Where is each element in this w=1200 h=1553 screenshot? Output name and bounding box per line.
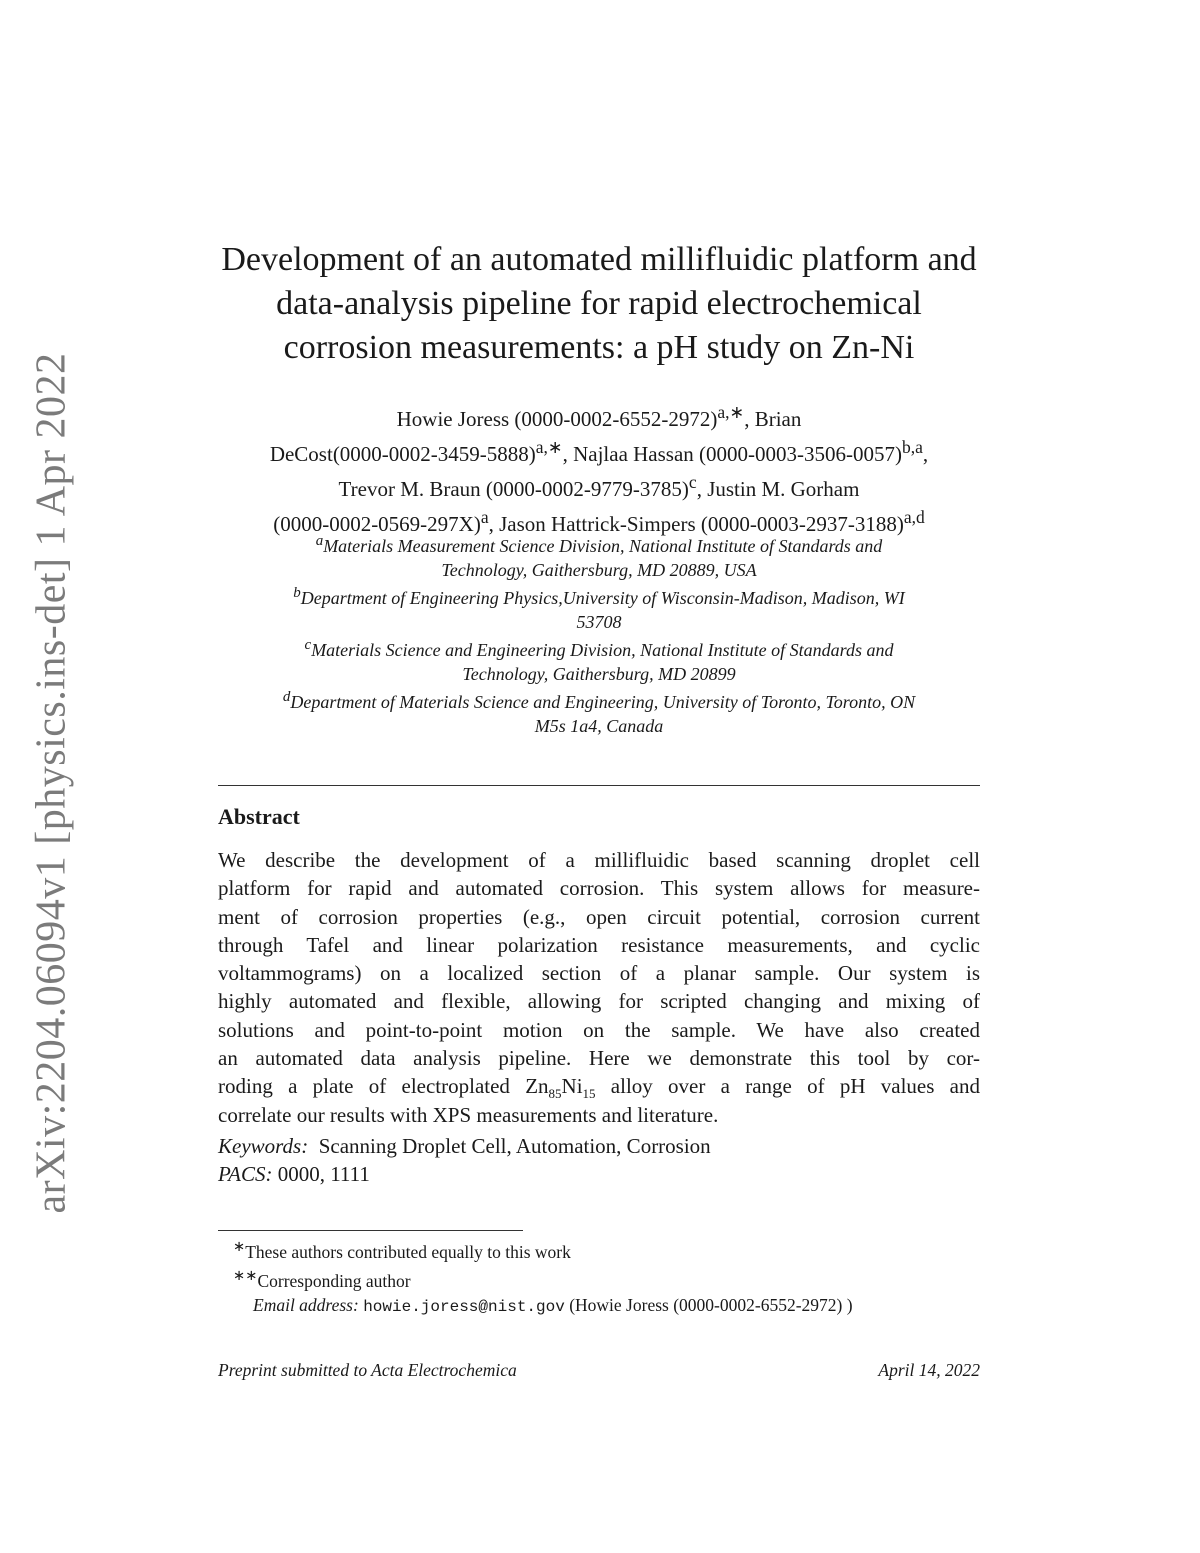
affiliation-list — [200, 530, 998, 738]
abstract-line: platform for rapid and automated corrosion. This system allows for measure- — [218, 876, 980, 901]
footnote-corresponding-author: ∗∗Corresponding author — [233, 1267, 411, 1291]
footnote-divider — [218, 1230, 523, 1231]
author-line: Trevor M. Braun $(0000-0002-9779-3785)^c$, Justin M. Gorham — [338, 472, 860, 501]
abstract-divider — [218, 785, 980, 786]
keywords-label: Keywords: — [218, 1134, 309, 1158]
pacs-value: 0000, 1111 — [277, 1162, 370, 1186]
pacs — [218, 1162, 370, 1187]
preprint-note: Preprint submitted to Acta Electrochemica — [218, 1360, 517, 1380]
keywords-value: Scanning Droplet Cell, Automation, Corrosion — [318, 1134, 711, 1158]
affiliation-line: Technology, Gaithersburg, MD 20899 — [462, 663, 736, 684]
affiliation-line: 53708 — [576, 611, 622, 632]
affiliation-line: $^b$Department of Engineering Physics,University of Wisconsin-Madison, Madison, WI — [293, 585, 905, 608]
author-list — [200, 398, 998, 538]
abstract-line: highly automated and flexible, allowing for scripted changing and mixing of — [218, 989, 980, 1014]
email-link[interactable]: howie.joress@nist.gov — [363, 1297, 565, 1316]
author-line: Howie Joress $(0000-0002-6552-2972)^{a,∗}$, Brian — [396, 402, 802, 431]
abstract-line: correlate our results with XPS measurements and literature. — [218, 1102, 719, 1127]
abstract-line: ment of corrosion properties (e.g., open circuit potential, corrosion current — [218, 904, 980, 929]
abstract-line: solutions and point-to-point motion on the sample. We have also created — [218, 1017, 980, 1042]
affiliation-line: $^d$Department of Materials Science and Engineering, University of Toronto, Toronto, ON — [282, 689, 916, 712]
abstract-line: We describe the development of a millifluidic based scanning droplet cell — [218, 848, 980, 872]
paper-title — [200, 238, 998, 370]
abstract-line: through Tafel and linear polarization resistance measurements, and cyclic — [218, 932, 980, 957]
preprint-date: April 14, 2022 — [878, 1360, 980, 1380]
arxiv-identifier-text: arXiv:2204.06094v1 [physics.ins-det] 1 Apr 2022 — [29, 351, 75, 1214]
arxiv-identifier-stamp — [22, 351, 82, 1214]
abstract-line: roding a plate of electroplated $Zn_{85}Ni_{15}$ alloy over a range of pH values and — [218, 1074, 981, 1102]
author-line: $DeCost(0000-0002-3459-5888)^{a,∗}$, Najlaa Hassan $(0000-0003-3506-0057)^{b,a}$, — [269, 437, 929, 466]
footnotes — [233, 1235, 853, 1319]
footnote-equal-contribution: ∗These authors contributed equally to this work — [233, 1239, 571, 1262]
abstract-heading: Abstract — [218, 804, 300, 829]
footnote-email: Email address: howie.joress@nist.gov (Howie Joress (0000-0002-6552-2972) ) — [253, 1294, 853, 1316]
title-line: data-analysis pipeline for rapid electrochemical — [276, 285, 922, 322]
affiliation-line: $^c$Materials Science and Engineering Division, National Institute of Standards and — [304, 637, 894, 660]
title-line: Development of an automated millifluidic platform and — [221, 241, 977, 278]
affiliation-line: M5s 1a4, Canada — [534, 715, 664, 736]
keywords — [218, 1134, 711, 1159]
abstract-line: voltammograms) on a localized section of a planar sample. Our system is — [218, 961, 980, 986]
affiliation-line: Technology, Gaithersburg, MD 20889, USA — [441, 559, 757, 580]
author-line: $(0000-0002-0569-297X)^a$, Jason Hattrick-Simpers $(0000-0003-2937-3188)^{a,d}$ — [273, 507, 925, 536]
abstract-line: an automated data analysis pipeline. Here we demonstrate this tool by cor- — [218, 1046, 980, 1071]
title-line: corrosion measurements: a pH study on Zn-Ni — [283, 329, 915, 366]
abstract-body — [218, 846, 980, 1129]
affiliation-line: $^a$Materials Measurement Science Division, National Institute of Standards and — [315, 533, 883, 556]
pacs-label: PACS: — [218, 1162, 273, 1186]
